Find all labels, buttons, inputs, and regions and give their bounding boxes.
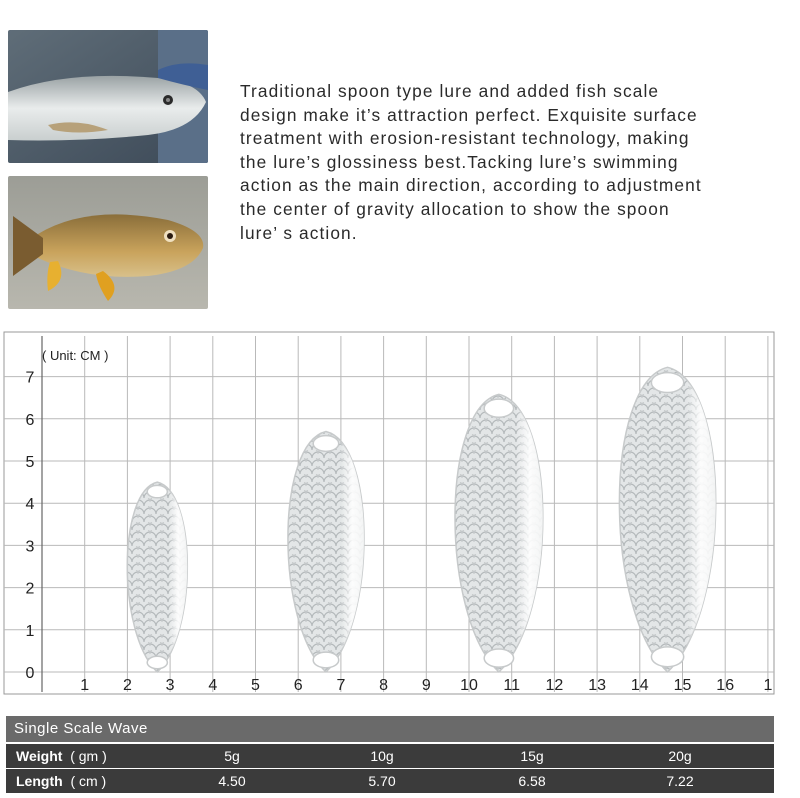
x-tick-label: 14 bbox=[630, 677, 649, 694]
length-unit: ( cm ) bbox=[70, 773, 107, 789]
spec-title: Single Scale Wave bbox=[6, 716, 774, 742]
x-tick-label: 4 bbox=[208, 677, 218, 694]
x-tick-label: 3 bbox=[165, 677, 175, 694]
weight-label: Weight bbox=[16, 748, 63, 764]
lure-eyelet-bottom bbox=[147, 656, 167, 668]
product-description bbox=[240, 80, 785, 245]
x-tick-label: 6 bbox=[293, 677, 303, 694]
weight-value: 15g bbox=[520, 748, 544, 764]
length-row bbox=[6, 769, 774, 793]
length-value: 6.58 bbox=[518, 773, 546, 789]
x-tick-label: 1 bbox=[80, 677, 90, 694]
y-tick-label: 1 bbox=[25, 622, 35, 640]
weight-unit: ( gm ) bbox=[70, 748, 107, 764]
fish-photo-silver bbox=[8, 30, 208, 163]
spec-table bbox=[6, 716, 774, 792]
length-value: 7.22 bbox=[666, 773, 694, 789]
x-tick-label: 1 bbox=[763, 677, 773, 694]
lure-eyelet-top bbox=[484, 399, 513, 417]
x-tick-label: 10 bbox=[460, 677, 478, 694]
length-label-group bbox=[16, 769, 106, 793]
description-line: the center of gravity allocation to show the spoon bbox=[240, 198, 670, 219]
weight-value: 20g bbox=[668, 748, 692, 764]
y-tick-label: 3 bbox=[25, 538, 35, 556]
y-tick-label: 6 bbox=[25, 411, 35, 429]
x-tick-label: 12 bbox=[545, 677, 564, 694]
x-tick-label: 2 bbox=[122, 677, 132, 694]
y-tick-label: 4 bbox=[25, 496, 35, 514]
weight-value: 10g bbox=[370, 748, 394, 764]
weight-label-group bbox=[16, 744, 107, 768]
lure-eyelet-bottom bbox=[651, 647, 683, 667]
y-tick-label: 2 bbox=[25, 580, 35, 598]
length-label: Length bbox=[16, 773, 63, 789]
description-line: treatment with erosion-resistant technology, making bbox=[240, 128, 690, 149]
x-tick-label: 11 bbox=[503, 677, 521, 694]
length-value: 5.70 bbox=[368, 773, 396, 789]
description-line: design make it’s attraction perfect. Exquisite surface bbox=[240, 104, 698, 125]
description-line: action as the main direction, according to adjustment bbox=[240, 175, 702, 196]
description-line: lure’ s action. bbox=[240, 222, 358, 243]
size-chart bbox=[0, 330, 800, 710]
description-line: Traditional spoon type lure and added fish scale bbox=[240, 81, 660, 101]
x-tick-label: 9 bbox=[421, 677, 431, 694]
x-tick-label: 13 bbox=[588, 677, 606, 694]
y-tick-label: 5 bbox=[25, 454, 35, 471]
weight-row bbox=[6, 744, 774, 768]
lure-eyelet-top bbox=[147, 485, 167, 497]
description-line: the lure’s glossiness best.Tacking lure’s swimming bbox=[240, 151, 679, 172]
x-tick-label: 8 bbox=[379, 677, 389, 694]
x-tick-label: 7 bbox=[336, 677, 346, 694]
lure-eyelet-top bbox=[313, 436, 339, 452]
lure-eyelet-bottom bbox=[313, 652, 339, 668]
x-tick-label: 15 bbox=[673, 677, 692, 694]
y-tick-label: 7 bbox=[25, 369, 35, 387]
fish-photo-golden bbox=[8, 176, 208, 309]
weight-value: 5g bbox=[224, 748, 240, 764]
lure-eyelet-top bbox=[651, 373, 683, 393]
lure-eyelet-bottom bbox=[484, 649, 513, 667]
x-tick-label: 16 bbox=[716, 677, 735, 694]
unit-label: ( Unit: CM ) bbox=[42, 348, 109, 363]
length-value: 4.50 bbox=[218, 773, 246, 789]
y-tick-label: 0 bbox=[25, 665, 35, 682]
x-tick-label: 5 bbox=[251, 677, 260, 694]
